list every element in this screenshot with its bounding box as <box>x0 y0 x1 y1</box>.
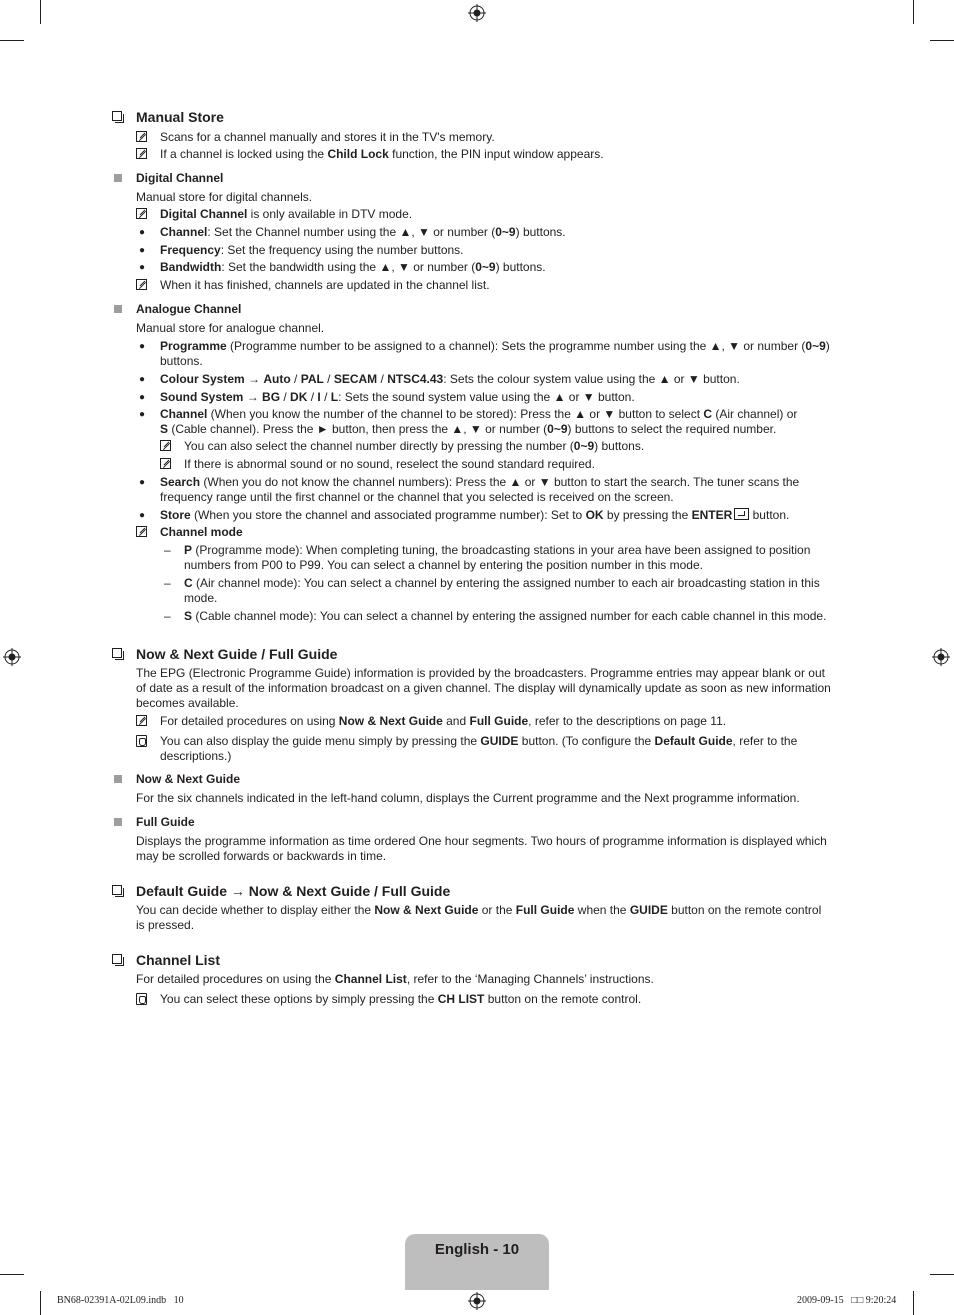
checkbox-bullet-icon <box>112 648 122 658</box>
dash-bullet: – <box>164 609 171 623</box>
remote-hand-icon <box>136 993 147 1005</box>
bullet-icon: ● <box>139 227 146 238</box>
dash-bullet: – <box>164 543 171 557</box>
paragraph: You can decide whether to display either the Now & Next Guide or the Full Guide when the GUIDE button on the remote control is pressed. <box>136 903 822 932</box>
tip-item: You can also display the guide menu simply by pressing the GUIDE button. (To configure the Default Guide, refer to the descriptions.) <box>112 734 847 764</box>
checkbox-bullet-icon <box>112 885 122 895</box>
crop-mark <box>930 40 954 41</box>
paragraph: For the six channels indicated in the left-hand column, displays the Current programme and the Next programme information. <box>136 791 800 805</box>
bullet-icon: ● <box>139 409 146 420</box>
paragraph: The EPG (Electronic Programme Guide) information is provided by the broadcasters. Programme entries may appear blank or out of date as a result of the information broadcast on a given channel. The display will dynamically update as soon as new information becomes available. <box>136 666 831 710</box>
registration-mark-icon <box>932 648 950 666</box>
bullet-item: ● Programme (Programme number to be assigned to a channel): Sets the programme number using the ▲, ▼ or number (0~9) buttons. <box>139 339 830 368</box>
bullet-item: ● Channel (When you know the number of the channel to be stored): Press the ▲ or ▼ button to select C (Air channel) or S (Cable channel). Press the ► button, then press the ▲, ▼ or number (0~9) buttons to select the required number. <box>139 407 798 436</box>
note-item: For detailed procedures on using Now & Next Guide and Full Guide, refer to the descriptions on page 11. <box>112 714 847 729</box>
registration-mark-icon <box>468 1292 486 1310</box>
section-heading-channel-list: Channel List <box>112 951 847 969</box>
bullet-icon: ● <box>139 341 146 352</box>
bullet-item: ● Sound System → BG / DK / I / L: Sets the sound system value using the ▲ or ▼ button. <box>139 390 635 404</box>
print-timestamp: 2009-09-15 □□ 9:20:24 <box>797 1295 897 1306</box>
paragraph: Manual store for analogue channel. <box>136 321 325 335</box>
crop-mark <box>40 0 41 24</box>
bullet-icon: ● <box>139 245 146 256</box>
crop-mark <box>40 1291 41 1315</box>
note-item: If there is abnormal sound or no sound, reselect the sound standard required. <box>112 457 847 472</box>
dash-bullet: – <box>164 576 171 590</box>
note-icon <box>160 458 171 469</box>
subsection-heading-full-guide: Full Guide <box>112 814 847 830</box>
page-content <box>112 108 847 1007</box>
crop-mark <box>913 0 914 24</box>
note-icon <box>136 279 147 290</box>
note-icon <box>136 131 147 142</box>
bullet-item: ● Search (When you do not know the channel numbers): Press the ▲ or ▼ button to start the search. The tuner scans the frequency range until the first channel or the channel that you selected is received on the screen. <box>139 475 800 504</box>
square-bullet-icon <box>114 305 122 313</box>
section-heading-default-guide: Default Guide → Now & Next Guide / Full Guide <box>112 882 847 900</box>
note-item: Scans for a channel manually and stores it in the TV's memory. <box>112 130 847 145</box>
note-icon <box>136 526 147 537</box>
checkbox-bullet-icon <box>112 954 122 964</box>
subsection-heading-digital-channel: Digital Channel <box>112 170 847 186</box>
crop-mark <box>0 40 24 41</box>
bullet-icon: ● <box>139 374 146 385</box>
subsection-heading-analogue-channel: Analogue Channel <box>112 301 847 317</box>
bullet-icon: ● <box>139 510 146 521</box>
file-name: BN68-02391A-02L09.indb 10 <box>57 1295 184 1306</box>
square-bullet-icon <box>114 775 122 783</box>
square-bullet-icon <box>114 174 122 182</box>
note-item: When it has finished, channels are updated in the channel list. <box>112 278 847 293</box>
dash-item: – S (Cable channel mode): You can select a channel by entering the assigned number for each cable channel in this mode. <box>164 609 827 623</box>
subsection-heading-now-next: Now & Next Guide <box>112 771 847 787</box>
square-bullet-icon <box>114 818 122 826</box>
note-item: If a channel is locked using the Child Lock function, the PIN input window appears. <box>112 147 847 162</box>
remote-hand-icon <box>136 735 147 747</box>
bullet-icon: ● <box>139 392 146 403</box>
section-heading-now-next-guide: Now & Next Guide / Full Guide <box>112 645 847 663</box>
note-item: You can also select the channel number directly by pressing the number (0~9) buttons. <box>112 439 847 454</box>
note-icon <box>136 715 147 726</box>
paragraph: Manual store for digital channels. <box>136 190 313 204</box>
bullet-item: ● Frequency: Set the frequency using the number buttons. <box>139 243 464 257</box>
crop-mark <box>930 1274 954 1275</box>
dash-item: – C (Air channel mode): You can select a channel by entering the assigned number to each air broadcasting station in this mode. <box>164 576 820 605</box>
bullet-item: ● Channel: Set the Channel number using the ▲, ▼ or number (0~9) buttons. <box>139 225 566 239</box>
dash-item: – P (Programme mode): When completing tuning, the broadcasting stations in your area have been assigned to position numbers from P00 to P99. You can select a channel by entering the position number in this mode. <box>164 543 811 572</box>
note-icon <box>136 208 147 219</box>
bullet-item: ● Bandwidth: Set the bandwidth using the ▲, ▼ or number (0~9) buttons. <box>139 260 546 274</box>
paragraph: Displays the programme information as time ordered One hour segments. Two hours of programme information is displayed which may be scrolled forwards or backwards in time. <box>136 834 827 863</box>
note-item: Digital Channel is only available in DTV mode. <box>112 207 847 222</box>
note-item: Channel mode <box>112 525 847 540</box>
crop-mark <box>913 1291 914 1315</box>
bullet-item: ● Colour System → Auto / PAL / SECAM / NTSC4.43: Sets the colour system value using the ▲ or ▼ button. <box>139 372 740 386</box>
registration-mark-icon <box>468 4 486 22</box>
note-icon <box>160 440 171 451</box>
crop-mark <box>0 1274 24 1275</box>
section-heading-manual-store: Manual Store <box>112 108 847 126</box>
paragraph: For detailed procedures on using the Channel List, refer to the ‘Managing Channels’ instructions. <box>136 972 654 986</box>
bullet-icon: ● <box>139 262 146 273</box>
page-number-tab: English - 10 <box>405 1234 549 1290</box>
bullet-item: ● Store (When you store the channel and associated programme number): Set to OK by pressing the ENTER button. <box>139 508 790 522</box>
note-icon <box>136 148 147 159</box>
tip-item: You can select these options by simply pressing the CH LIST button on the remote control. <box>112 992 847 1007</box>
registration-mark-icon <box>3 648 21 666</box>
checkbox-bullet-icon <box>112 111 122 121</box>
enter-icon <box>734 508 749 520</box>
bullet-icon: ● <box>139 477 146 488</box>
